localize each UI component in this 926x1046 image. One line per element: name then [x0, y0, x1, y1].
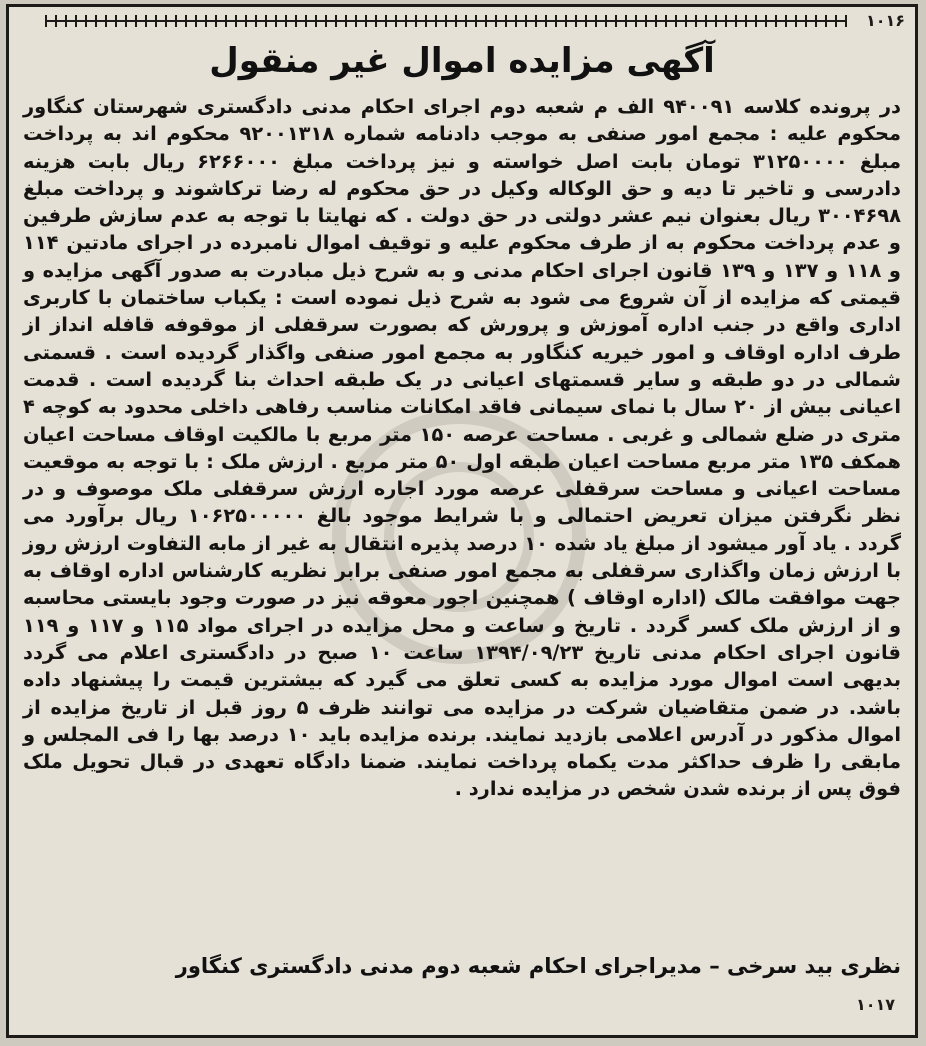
notice-title: آگهی مزایده اموال غیر منقول	[209, 41, 715, 81]
newspaper-clipping	[6, 4, 918, 1038]
top-border	[19, 11, 905, 33]
notice-body: در پرونده کلاسه ۹۴۰۰۹۱ الف م شعبه دوم اجرای احکام مدنی دادگستری شهرستان کنگاور محکوم علیه : مجمع امور صنفی به موجب دادنامه شماره ۹۲۰۰۱۳۱۸ محکوم اند به پرداخت مبلغ ۳۱۲۵۰۰۰۰ تومان بابت اصل خواسته و نیز پرداخت مبلغ ۶۲۶۶۰۰۰ ریال بابت هزینه دادرسی و تاخیر تا دیه و حق الوکاله وکیل در حق محکوم له رضا ترکاشوند و پرداخت مبلغ ۳۰۰۴۶۹۸ ریال بعنوان نیم عشر دولتی در حق دولت . که نهایتا با توجه به عدم سازش طرفین و عدم پرداخت محکوم به از طرف محکوم علیه و توقیف اموال نامبرده در اجرای مادتین ۱۱۴ و ۱۱۸ و ۱۳۷ و ۱۳۹ قانون اجرای احکام مدنی و به شرح ذیل مبادرت به صدور آگهی مزایده و قیمتی که مزایده از آن شروع می شود به شرح ذیل نموده است : یکباب ساختمان با کاربری اداری واقع در جنب اداره آموزش و پرورش که بصورت سرقفلی از موقوفه قافله انداز از طرف اداره اوقاف و امور خیریه کنگاور به مجمع امور صنفی واگذار گردیده است . قسمتی شمالی در دو طبقه و سایر قسمتهای اعیانی در یک طبقه احداث بنا گردیده است . قدمت اعیانی بیش از ۲۰ سال با نمای سیمانی فاقد امکانات مناسب رفاهی داخلی محدود به کوچه ۴ متری در ضلع شمالی و غربی . مساحت عرصه ۱۵۰ متر مربع با مالکیت اوقاف مساحت اعیان همکف ۱۳۵ متر مربع مساحت اعیان طبقه اول ۵۰ متر مربع . ارزش ملک : با توجه به موقعیت مساحت اعیانی و مساحت سرقفلی عرصه مورد اجاره ارزش سرقفلی ملک موصوف و در نظر نگرفتن میزان تعریض احتمالی و با شرایط موجود بالغ ۱۰۶۲۵۰۰۰۰۰ ریال برآورد می گردد . یاد آور میشود از مبلغ یاد شده ۱۰ درصد پذیره انتقال به غیر از مابه التفاوت ارزش روز با ارزش زمان واگذاری سرقفلی به مجمع امور صنفی برابر نظریه کارشناس اداره اوقاف به جهت موافقت مالک (اداره اوقاف ) همچنین اجور معوقه نیز در صورت وجود بایستی محاسبه و از ارزش ملک کسر گردد . تاریخ و ساعت و محل مزایده در اجرای مواد ۱۱۵ و ۱۱۷ و ۱۱۹ قانون اجرای احکام مدنی تاریخ ۱۳۹۴/۰۹/۲۳ ساعت ۱۰ صبح در دادگستری اعلام می گردد بدیهی است اموال مورد مزایده به کسی تعلق می گیرد که بیشترین قیمت را پیشنهاد داده باشد. در ضمن متقاضیان شرکت در مزایده می توانند ظرف ۵ روز قبل از تاریخ مزایده از اموال مذکور در آدرس اعلامی بازدید نمایند. برنده مزایده باید ۱۰ درصد بها را فی المجلس و مابقی را ظرف حداکثر مدت یکماه پرداخت نمایند. ضمنا دادگاه تعهدی در قبال تحویل ملک فوق پس از برنده شدن شخص در مزایده ندارد .	[23, 95, 902, 801]
page-number-top: ۱۰۱۶	[865, 11, 905, 30]
rule-line	[45, 20, 847, 22]
page-number-bottom: ۱۰۱۷	[855, 995, 895, 1014]
signature-line: نظری بید سرخی – مدیراجرای احکام شعبه دوم مدنی دادگستری کنگاور	[175, 954, 901, 978]
